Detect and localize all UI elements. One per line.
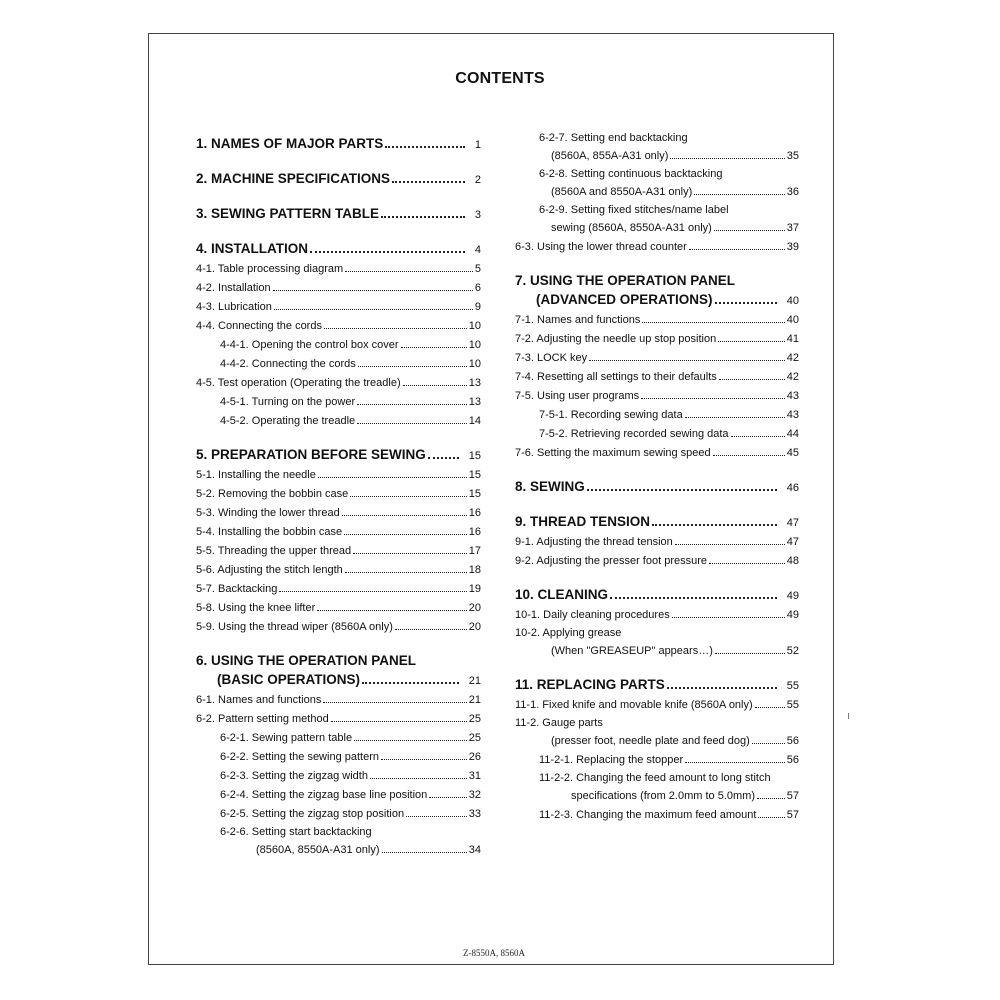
toc-entry[interactable]: 7-4. Resetting all settings to their defaults 42 xyxy=(515,371,799,383)
toc-right-column xyxy=(515,130,799,825)
toc-entry[interactable]: 7-2. Adjusting the needle up stop position 41 xyxy=(515,333,799,345)
toc-entry[interactable]: 4-4-1. Opening the control box cover 10 xyxy=(220,339,481,351)
toc-entry[interactable]: 6-2-4. Setting the zigzag base line position 32 xyxy=(220,789,481,801)
toc-entry[interactable]: (8560A, 855A-A31 only) 35 xyxy=(551,150,799,162)
toc-entry[interactable]: 6-2-5. Setting the zigzag stop position 33 xyxy=(220,808,481,820)
toc-entry[interactable]: 7-3. LOCK key 42 xyxy=(515,352,799,364)
toc-entry[interactable]: 6-2-2. Setting the sewing pattern 26 xyxy=(220,751,481,763)
toc-entry[interactable]: 6-1. Names and functions 21 xyxy=(196,694,481,706)
toc-entry[interactable]: 6-3. Using the lower thread counter 39 xyxy=(515,241,799,253)
toc-entry[interactable]: 5. PREPARATION BEFORE SEWING 15 xyxy=(196,447,481,462)
toc-entry[interactable]: 6-2-1. Sewing pattern table 25 xyxy=(220,732,481,744)
toc-entry[interactable]: 4. INSTALLATION 4 xyxy=(196,241,481,256)
toc-entry[interactable]: (BASIC OPERATIONS) 21 xyxy=(217,672,481,687)
page-title: CONTENTS xyxy=(455,70,545,87)
toc-entry[interactable]: 7-5-1. Recording sewing data 43 xyxy=(539,409,799,421)
toc-entry[interactable]: 11-2-3. Changing the maximum feed amount 57 xyxy=(539,809,799,821)
toc-entry[interactable]: 7-6. Setting the maximum sewing speed 45 xyxy=(515,447,799,459)
toc-entry[interactable]: 11-1. Fixed knife and movable knife (8560A only) 55 xyxy=(515,699,799,711)
toc-entry[interactable]: 5-5. Threading the upper thread 17 xyxy=(196,545,481,557)
toc-entry[interactable]: 7-5-2. Retrieving recorded sewing data 44 xyxy=(539,428,799,440)
toc-entry[interactable]: (When "GREASEUP" appears…) 52 xyxy=(551,645,799,657)
toc-entry[interactable]: 5-7. Backtacking 19 xyxy=(196,583,481,595)
toc-entry[interactable]: 8. SEWING 46 xyxy=(515,479,799,494)
toc-entry-line: 6-2-6. Setting start backtacking xyxy=(220,826,372,838)
toc-entry[interactable]: 5-6. Adjusting the stitch length 18 xyxy=(196,564,481,576)
toc-entry[interactable]: 5-9. Using the thread wiper (8560A only) 20 xyxy=(196,621,481,633)
toc-entry[interactable]: 10. CLEANING 49 xyxy=(515,587,799,602)
toc-entry[interactable]: (presser foot, needle plate and feed dog) 56 xyxy=(551,735,799,747)
toc-heading-line: 6. USING THE OPERATION PANEL xyxy=(196,653,417,668)
toc-entry-line: 6-2-9. Setting fixed stitches/name label xyxy=(539,204,729,216)
toc-entry[interactable]: 9. THREAD TENSION 47 xyxy=(515,514,799,529)
toc-entry[interactable]: 4-1. Table processing diagram 5 xyxy=(196,263,481,275)
toc-heading-line: 7. USING THE OPERATION PANEL xyxy=(515,273,736,288)
toc-entry[interactable]: 3. SEWING PATTERN TABLE 3 xyxy=(196,206,481,221)
toc-entry[interactable]: 4-3. Lubrication 9 xyxy=(196,301,481,313)
toc-entry-line: 11-2-2. Changing the feed amount to long stitch xyxy=(539,772,771,784)
toc-entry[interactable]: 10-1. Daily cleaning procedures 49 xyxy=(515,609,799,621)
toc-entry[interactable]: 5-3. Winding the lower thread 16 xyxy=(196,507,481,519)
toc-entry[interactable]: 6-2. Pattern setting method 25 xyxy=(196,713,481,725)
toc-entry[interactable]: (8560A and 8550A-A31 only) 36 xyxy=(551,186,799,198)
toc-entry-line: 11-2. Gauge parts xyxy=(515,717,603,729)
toc-entry[interactable]: 1. NAMES OF MAJOR PARTS 1 xyxy=(196,136,481,151)
toc-entry-line: 6-2-8. Setting continuous backtacking xyxy=(539,168,723,180)
toc-entry[interactable]: 5-4. Installing the bobbin case 16 xyxy=(196,526,481,538)
toc-entry[interactable]: 7-5. Using user programs 43 xyxy=(515,390,799,402)
toc-entry[interactable]: 2. MACHINE SPECIFICATIONS 2 xyxy=(196,171,481,186)
toc-entry[interactable]: 9-2. Adjusting the presser foot pressure 48 xyxy=(515,555,799,567)
toc-entry[interactable]: 11-2-1. Replacing the stopper 56 xyxy=(539,754,799,766)
toc-entry[interactable]: 6-2-3. Setting the zigzag width 31 xyxy=(220,770,481,782)
model-footer: Z-8550A, 8560A xyxy=(463,948,525,958)
toc-entry[interactable]: 7-1. Names and functions 40 xyxy=(515,314,799,326)
toc-entry[interactable]: 4-4. Connecting the cords 10 xyxy=(196,320,481,332)
toc-entry[interactable]: specifications (from 2.0mm to 5.0mm) 57 xyxy=(571,790,799,802)
toc-entry[interactable]: 4-2. Installation 6 xyxy=(196,282,481,294)
toc-entry[interactable]: 4-5. Test operation (Operating the treadle) 13 xyxy=(196,377,481,389)
toc-entry-line: 6-2-7. Setting end backtacking xyxy=(539,132,688,144)
toc-entry[interactable]: sewing (8560A, 8550A-A31 only) 37 xyxy=(551,222,799,234)
toc-entry[interactable]: 5-2. Removing the bobbin case 15 xyxy=(196,488,481,500)
scan-mark xyxy=(848,713,849,719)
toc-entry[interactable]: 4-4-2. Connecting the cords 10 xyxy=(220,358,481,370)
toc-left-column xyxy=(196,130,481,860)
toc-entry[interactable]: 5-1. Installing the needle 15 xyxy=(196,469,481,481)
toc-entry[interactable]: 4-5-2. Operating the treadle 14 xyxy=(220,415,481,427)
toc-entry-line: 10-2. Applying grease xyxy=(515,627,622,639)
toc-entry[interactable]: 11. REPLACING PARTS 55 xyxy=(515,677,799,692)
toc-entry[interactable]: 5-8. Using the knee lifter 20 xyxy=(196,602,481,614)
toc-entry[interactable]: 9-1. Adjusting the thread tension 47 xyxy=(515,536,799,548)
toc-entry[interactable]: 4-5-1. Turning on the power 13 xyxy=(220,396,481,408)
toc-entry[interactable]: (8560A, 8550A-A31 only) 34 xyxy=(256,844,481,856)
toc-entry[interactable]: (ADVANCED OPERATIONS) 40 xyxy=(536,292,799,307)
